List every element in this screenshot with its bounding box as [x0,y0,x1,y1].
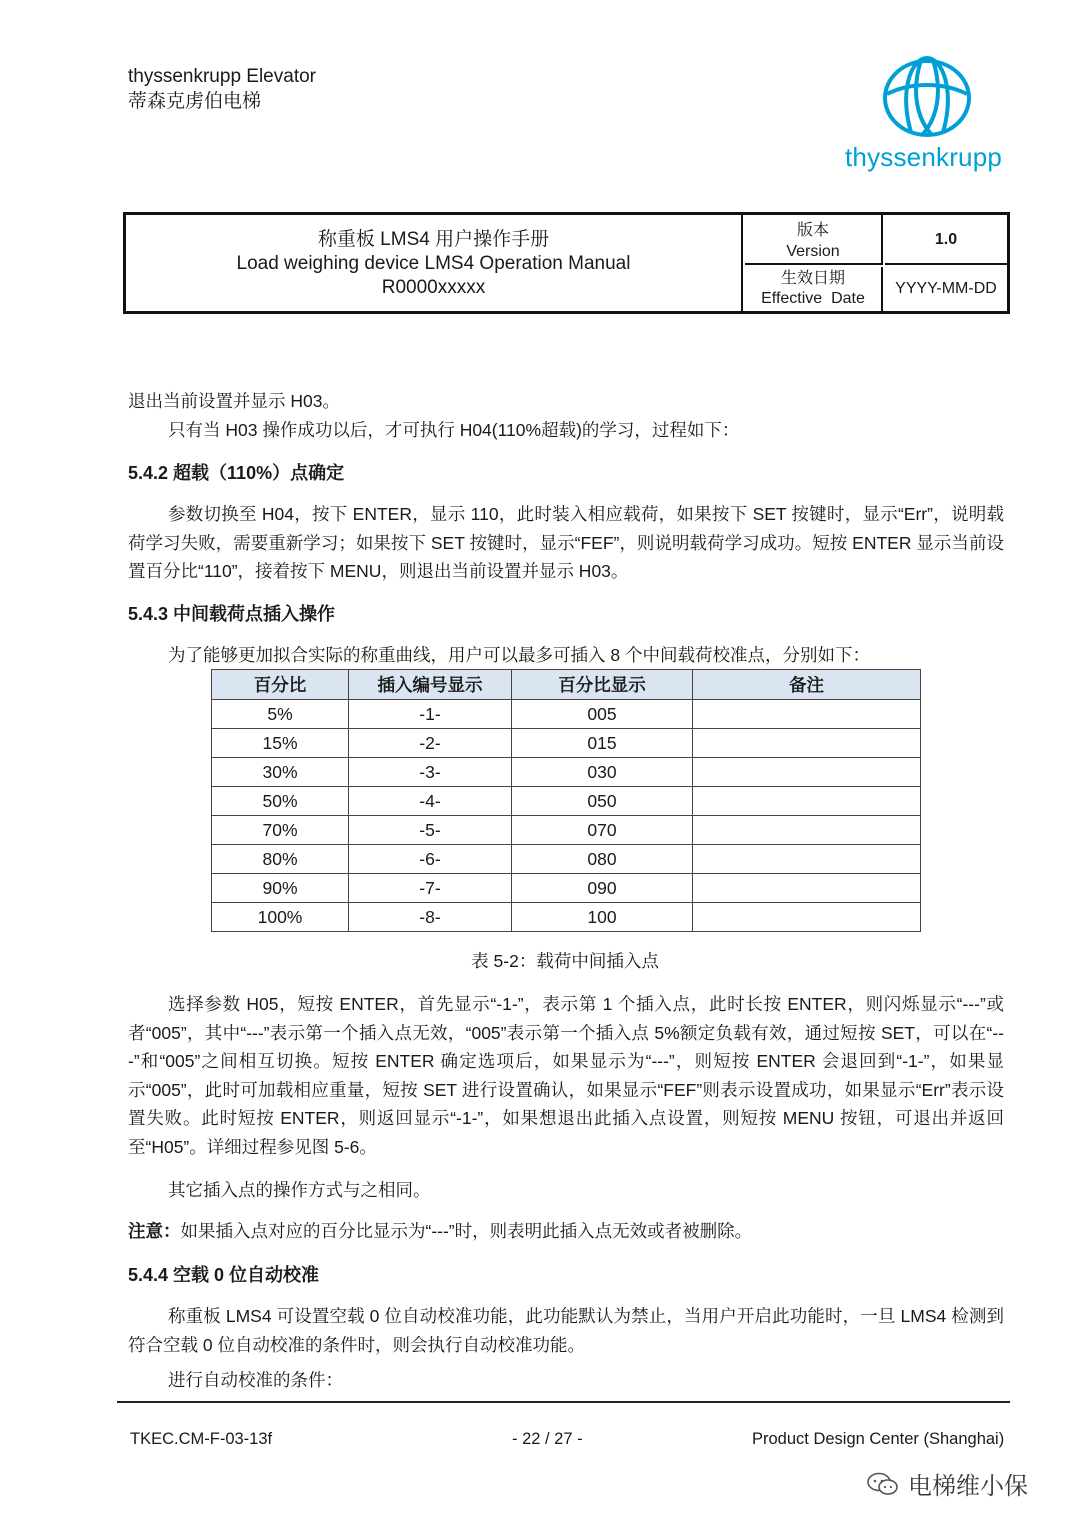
heading-5-4-4: 5.4.4 空载 0 位自动校准 [128,1265,320,1285]
table-row [212,787,921,816]
paragraph-insert-intro: 为了能够更加拟合实际的称重曲线，用户可以最多可插入 8 个中间载荷校准点，分别如下： [168,645,870,665]
paragraph-h04-condition: 只有当 H03 操作成功以后，才可执行 H04(110%超载)的学习，过程如下： [168,420,740,440]
table-cell: -5- [349,816,512,845]
table-cell [693,816,921,845]
version-label-cn: 版本 [796,222,829,239]
table-header-row [212,670,921,700]
watermark-text: 电梯维小保 [908,1473,1028,1500]
note-text: 如果插入点对应的百分比显示为“---”时，则表明此插入点无效或者被删除。 [180,1221,753,1241]
table-cell [693,874,921,903]
brand-logo [845,52,1010,173]
table-cell [693,903,921,932]
footer-page-number: - 22 / 27 - [512,1430,583,1448]
thyssenkrupp-arch-logo-icon [881,52,973,138]
watermark [866,1466,1028,1501]
heading-5-4-2: 5.4.2 超载（110%）点确定 [128,463,345,483]
date-label-cn: 生效日期 [780,270,845,287]
table-cell: -7- [349,874,512,903]
column-header: 插入编号显示 [349,670,512,700]
table-row [212,729,921,758]
logo-text: thyssenkrupp [845,142,1003,172]
document-header-table [123,212,1010,314]
table-row [212,845,921,874]
table-row [212,874,921,903]
version-label-cell [745,215,883,265]
table-row [212,700,921,729]
table-cell: 030 [512,758,693,787]
table-cell: 100 [512,903,693,932]
table-cell: -1- [349,700,512,729]
paragraph-insert-procedure: 选择参数 H05，短按 ENTER，首先显示“-1-”，表示第 1 个插入点，此时长按 ENTER，则闪烁显示“---”或者“005”，其中“---”表示第一个插入点无效，“005”表示第一个插入点 5%额定负载有效，通过短按 SET，可以在“---”和“005”之间相互切换。短按 ENTER 确定选项后，如果显示为“---”，则短按 ENTER 会退回到“-1-”，如果显示“005”，此时可加载相应重量，短按 SET 进行设置确认，如果显示“FEF”则表示设置成功，如果显示“Err”表示设置失败。此时短按 ENTER，则返回显示“-1-”，如果想退出此插入点设置，则短按 MENU 按钮，可退出并返回至“H05”。详细过程参见图 5-6。 [128,994,1004,1157]
table-row [212,816,921,845]
table-cell [693,787,921,816]
doc-code: R0000xxxxx [381,277,486,298]
title-en: Load weighing device LMS4 Operation Manual [236,253,631,274]
table-cell: 80% [212,845,349,874]
footer-divider [117,1401,1010,1403]
table-cell: 080 [512,845,693,874]
paragraph-exit-h03: 退出当前设置并显示 H03。 [128,391,340,411]
paragraph-auto-zero: 称重板 LMS4 可设置空载 0 位自动校准功能，此功能默认为禁止，当用户开启此功能时，一旦 LMS4 检测到符合空载 0 位自动校准的条件时，则会执行自动校准功能。 [128,1306,1004,1355]
table-cell: 070 [512,816,693,845]
version-value: 1.0 [885,215,1007,265]
table-cell [693,729,921,758]
table-cell [693,845,921,874]
paragraph-other-points: 其它插入点的操作方式与之相同。 [168,1180,431,1200]
wechat-bubble-icon [866,1471,900,1497]
company-name-en: thyssenkrupp Elevator [128,66,316,87]
date-value: YYYY-MM-DD [895,280,997,297]
date-label-cell [745,267,883,311]
document-title-cell [126,215,743,311]
footer-department: Product Design Center (Shanghai) [752,1430,1005,1448]
footer-form-code: TKEC.CM-F-03-13f [130,1430,273,1448]
note-paragraph [128,1217,1004,1246]
table-cell: -6- [349,845,512,874]
table-cell: 50% [212,787,349,816]
table-caption: 表 5-2：载荷中间插入点 [471,951,659,971]
table-cell: 15% [212,729,349,758]
table-cell: 015 [512,729,693,758]
heading-5-4-3: 5.4.3 中间载荷点插入操作 [128,604,336,624]
table-cell: -4- [349,787,512,816]
paragraph-calibration-conditions: 进行自动校准的条件： [168,1370,343,1390]
table-cell: 5% [212,700,349,729]
table-row [212,758,921,787]
version-label-en: Version [786,243,840,260]
table-cell [693,758,921,787]
column-header: 百分比 [212,670,349,700]
table-cell: 90% [212,874,349,903]
table-cell [693,700,921,729]
table-cell: 30% [212,758,349,787]
table-cell: 70% [212,816,349,845]
date-label-en: Effective Date [761,290,865,307]
note-label: 注意： [128,1221,181,1241]
table-cell: -3- [349,758,512,787]
table-cell: -8- [349,903,512,932]
company-name-cn: 蒂森克虏伯电梯 [128,91,262,112]
table-row [212,903,921,932]
insert-points-table [211,669,921,932]
column-header: 备注 [693,670,921,700]
company-name [128,64,316,114]
table-cell: 100% [212,903,349,932]
title-cn: 称重板 LMS4 用户操作手册 [317,229,550,250]
table-cell: 090 [512,874,693,903]
table-cell: 005 [512,700,693,729]
table-cell: 050 [512,787,693,816]
table-cell: -2- [349,729,512,758]
column-header: 百分比显示 [512,670,693,700]
paragraph-overload-procedure: 参数切换至 H04，按下 ENTER，显示 110，此时装入相应载荷，如果按下 SET 按键时，显示“Err”，说明载荷学习失败，需要重新学习；如果按下 SET 按键时，显示“FEF”，则说明载荷学习成功。短按 ENTER 显示当前设置百分比“110”，接着按下 MENU，则退出当前设置并显示 H03。 [128,504,1004,581]
